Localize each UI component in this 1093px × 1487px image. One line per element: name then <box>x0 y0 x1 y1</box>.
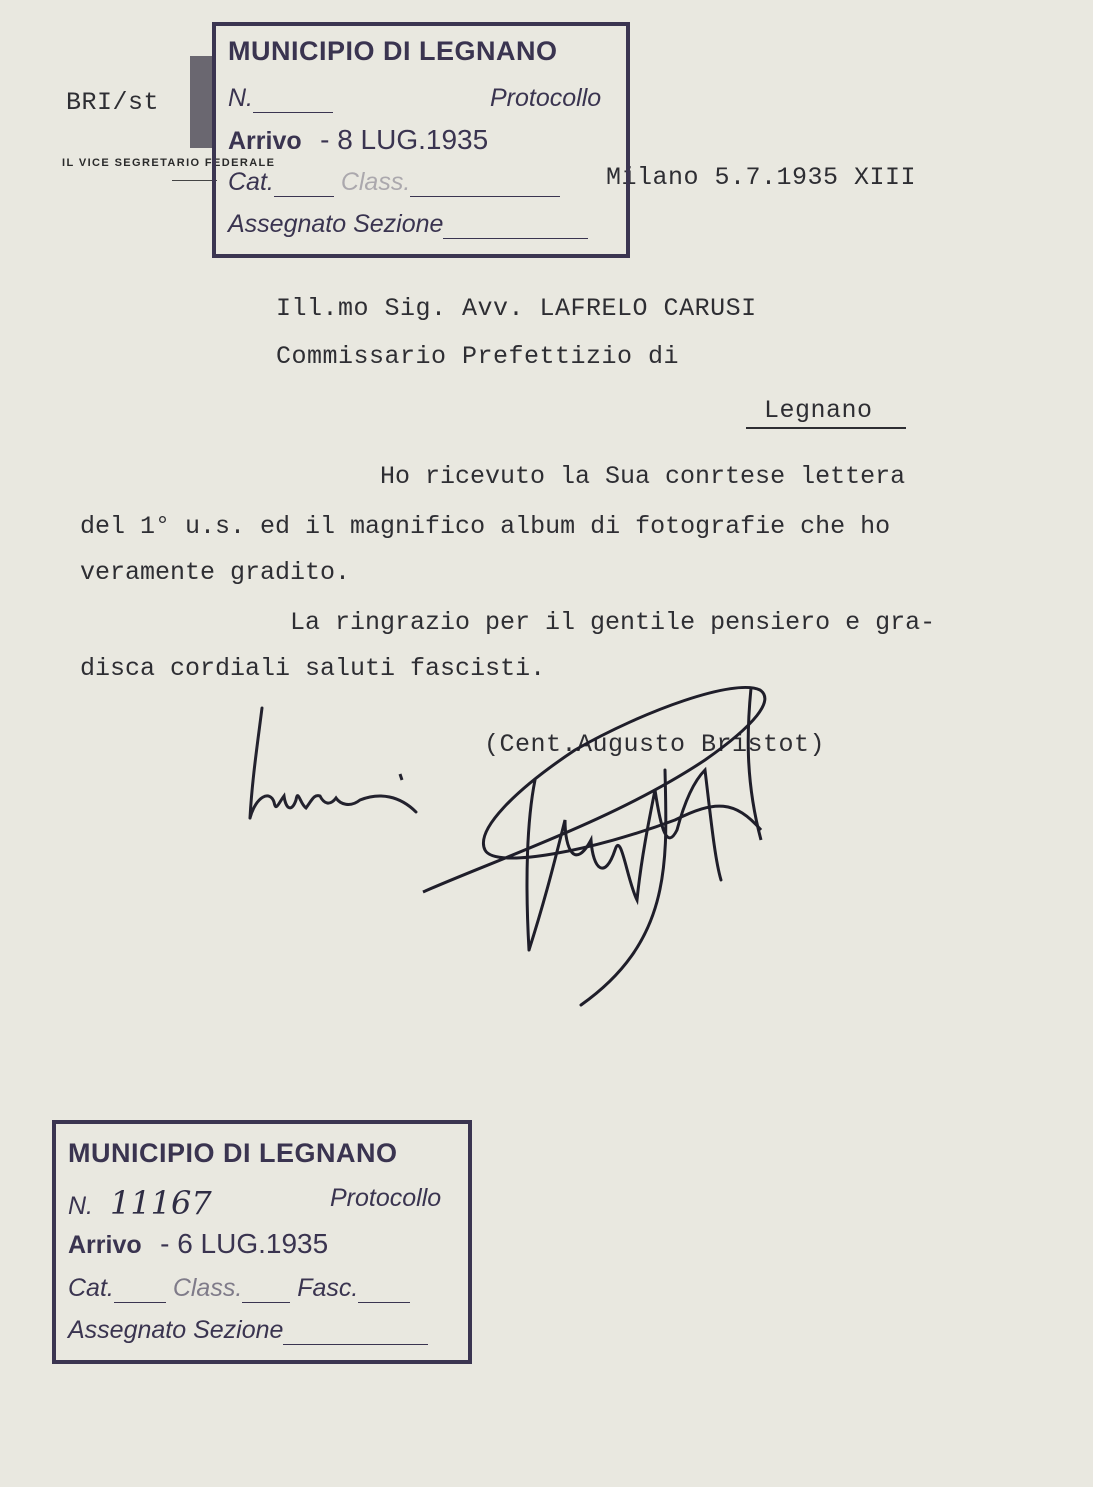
stamp-bottom-class-rule <box>242 1298 290 1303</box>
recipient-city: Legnano <box>764 396 873 425</box>
place-date: Milano 5.7.1935 XIII <box>606 163 917 192</box>
stamp-bottom-class-label: Class. <box>172 1274 243 1302</box>
protocol-stamp-top <box>212 22 630 258</box>
stamp-sezione-label: Assegnato Sezione <box>228 210 444 238</box>
stamp-bottom-fasc-label: Fasc. <box>297 1274 359 1302</box>
stamp-bottom-protocol-label: Protocollo <box>330 1184 442 1212</box>
stamp-arrival-row <box>228 124 488 156</box>
stamp-bottom-sezione-label: Assegnato Sezione <box>68 1316 284 1344</box>
handwritten-annotation <box>240 700 430 830</box>
stamp-class-label: Class. <box>340 168 411 196</box>
stamp-sezione-rule <box>443 234 588 239</box>
stamp-bottom-arrival-label: Arrivo <box>68 1231 142 1259</box>
stamp-protocol-label: Protocollo <box>490 84 602 112</box>
letterhead-rule <box>172 180 217 181</box>
stamp-arrival-date: - 8 LUG.1935 <box>320 124 489 155</box>
recipient-line-1: Ill.mo Sig. Avv. LAFRELO CARUSI <box>276 294 757 323</box>
letterhead-title: IL VICE SEGRETARIO FEDERALE <box>62 157 276 169</box>
protocol-stamp-bottom <box>52 1120 472 1364</box>
stamp-bottom-number-row <box>68 1184 212 1222</box>
stamp-bottom-title: MUNICIPIO DI LEGNANO <box>68 1138 398 1168</box>
reference-code: BRI/st <box>66 88 160 117</box>
stamp-cat-rule <box>274 192 334 197</box>
stamp-cat-label: Cat. <box>228 168 274 196</box>
signatory-name: (Cent.Augusto Bristot) <box>484 730 826 759</box>
body-p2-line1: La ringrazio per il gentile pensiero e gra- <box>290 608 936 637</box>
stamp-bottom-cat-label: Cat. <box>68 1274 114 1302</box>
signature <box>415 680 785 1010</box>
stamp-bottom-arrival-row <box>68 1228 328 1260</box>
body-p1-line2: del 1° u.s. ed il magnifico album di fotografie che ho <box>80 512 891 541</box>
stamp-sezione-row <box>228 210 588 239</box>
stamp-bottom-cat-rule <box>114 1298 166 1303</box>
stamp-arrival-label: Arrivo <box>228 127 302 155</box>
stamp-cat-row <box>228 168 560 197</box>
recipient-city-underline <box>746 427 906 429</box>
stamp-bottom-cat-row <box>68 1274 410 1303</box>
stamp-n-rule <box>253 108 333 113</box>
body-p1-line1: Ho ricevuto la Sua conrtese lettera <box>380 462 906 491</box>
body-p1-line3: veramente gradito. <box>80 558 351 587</box>
stamp-n-label: N. <box>228 84 253 112</box>
stamp-title: MUNICIPIO DI LEGNANO <box>228 36 558 66</box>
stamp-bottom-sezione-rule <box>283 1340 428 1345</box>
stamp-bottom-arrival-date: - 6 LUG.1935 <box>160 1228 329 1259</box>
stamp-ink-mark <box>190 56 212 148</box>
stamp-bottom-sezione-row <box>68 1316 428 1345</box>
stamp-bottom-fasc-rule <box>358 1298 410 1303</box>
stamp-number-label <box>228 84 333 113</box>
stamp-class-rule <box>410 192 560 197</box>
stamp-bottom-n-label: N. <box>68 1192 93 1220</box>
letter-body <box>80 452 1045 694</box>
body-p2-line2: disca cordiali saluti fascisti. <box>80 654 546 683</box>
recipient-line-2: Commissario Prefettizio di <box>276 342 680 371</box>
stamp-bottom-number: 11167 <box>109 1184 212 1222</box>
